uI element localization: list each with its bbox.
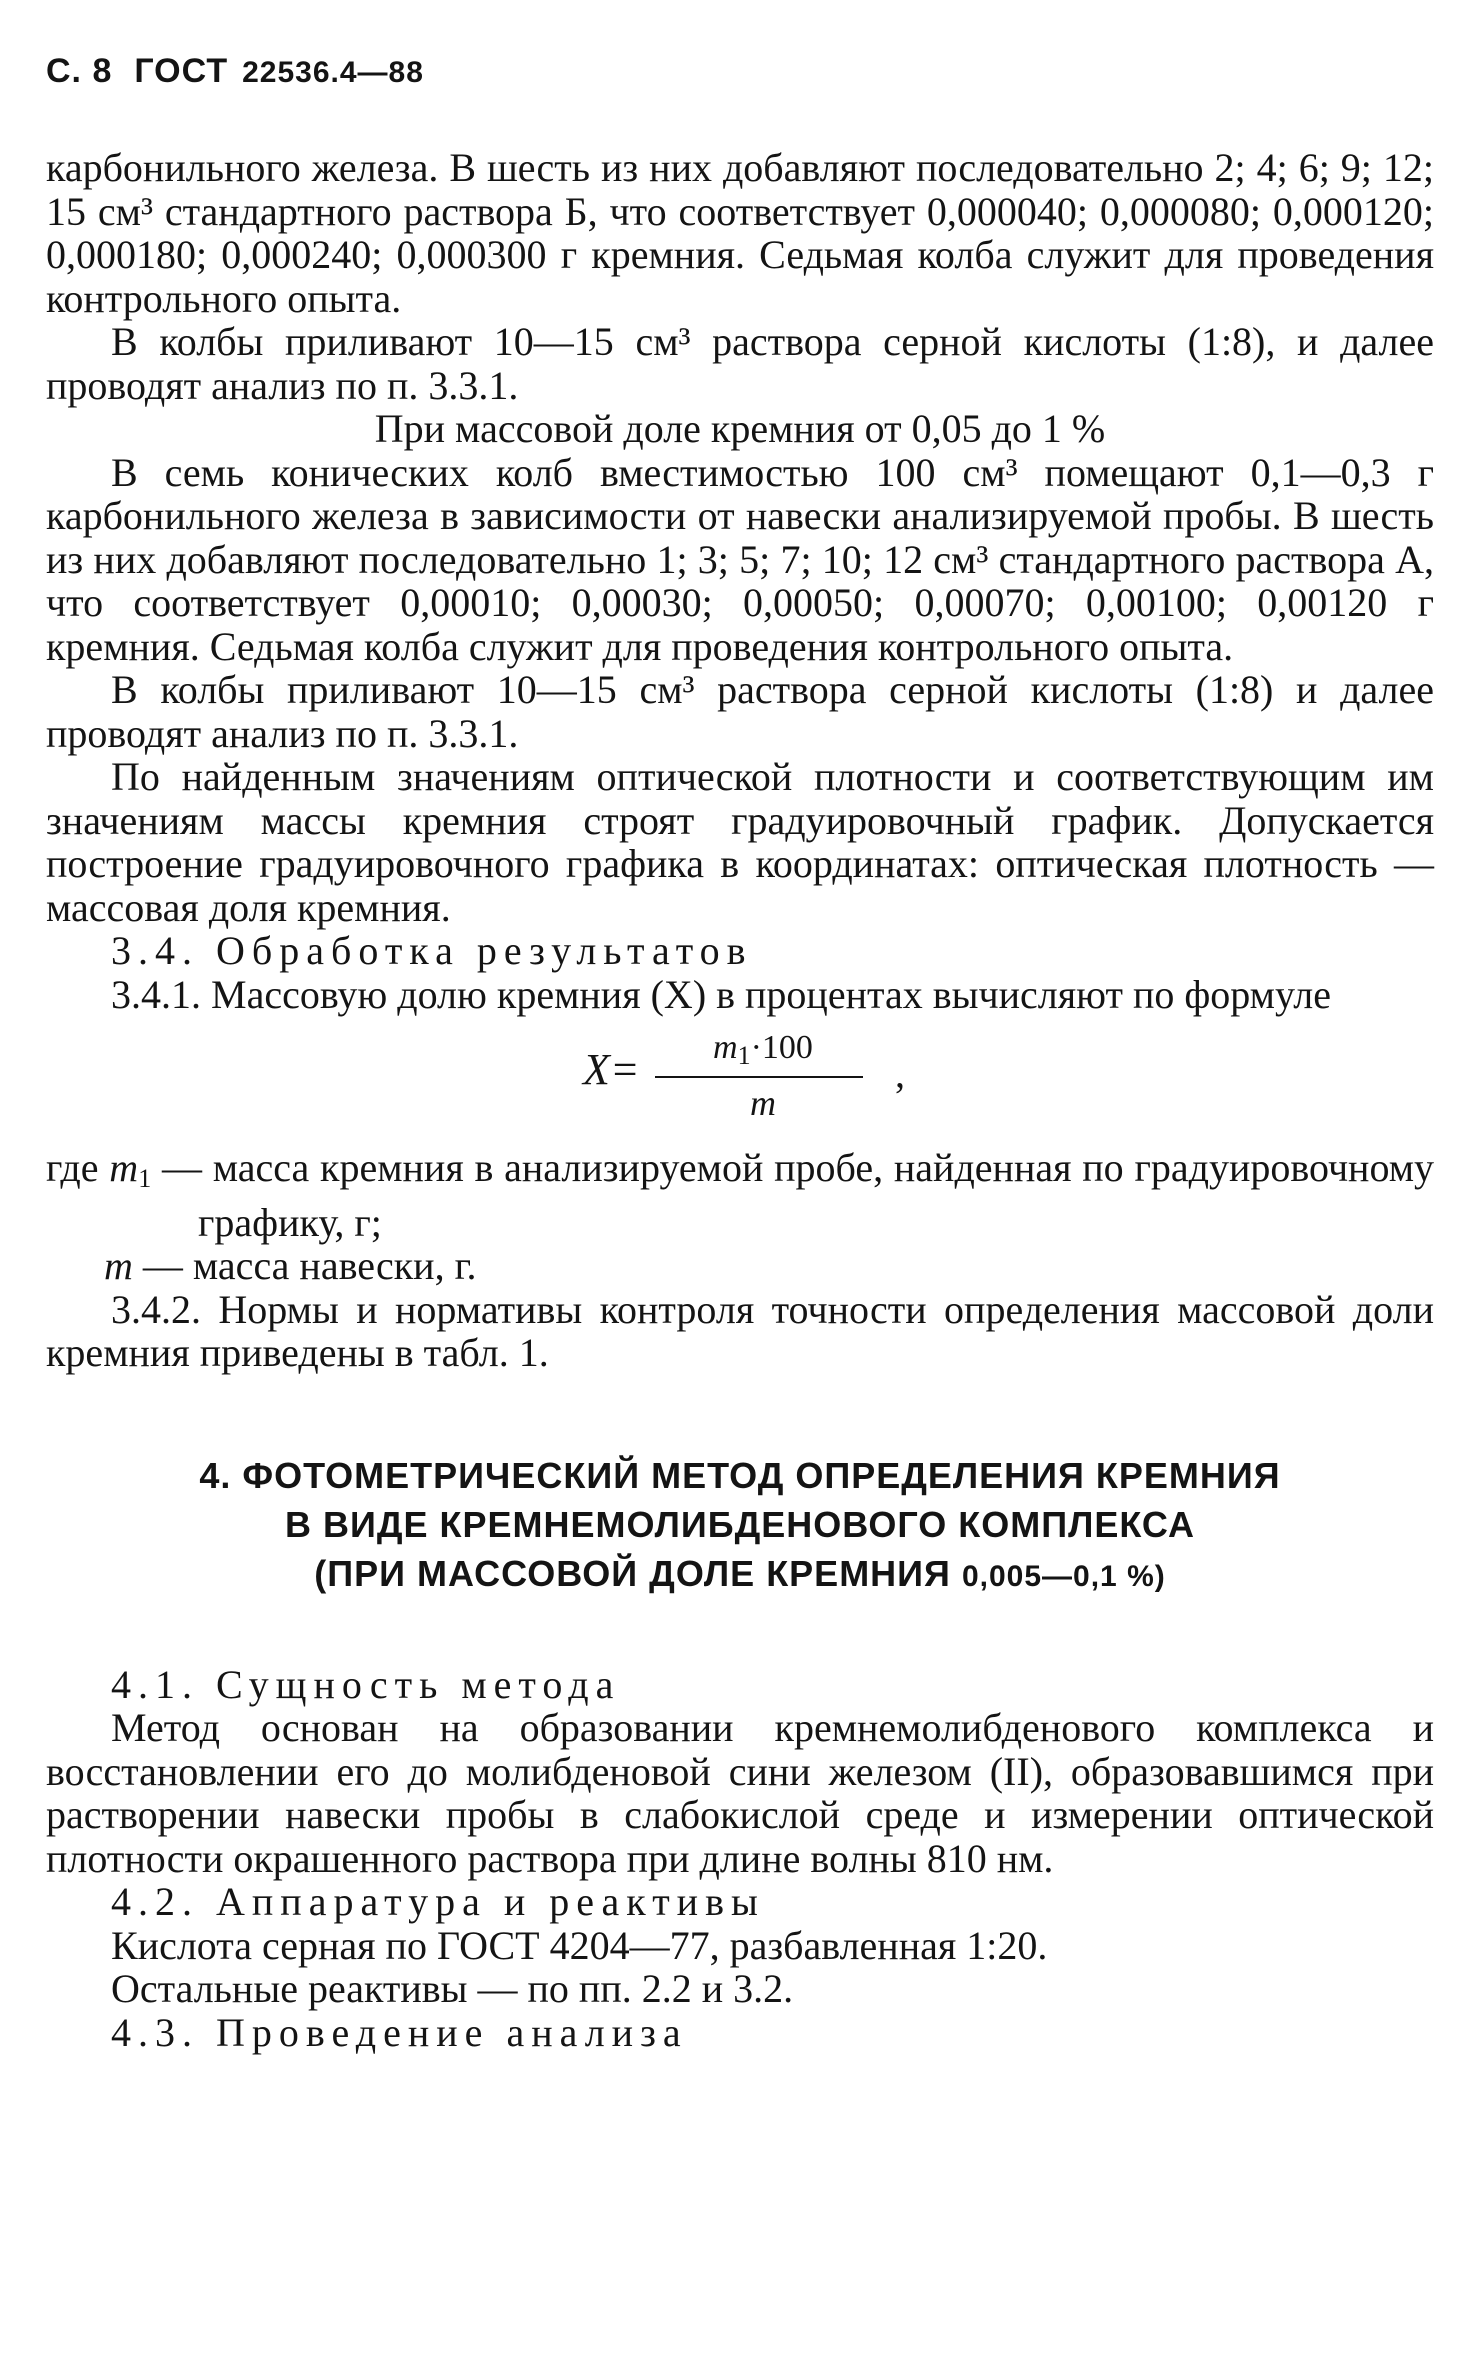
where-m1: где $m_1$ — масса кремния в анализируемой пробе, найденная по градуировочному графику, г; <box>46 1145 1435 1245</box>
paragraph: Кислота серная по ГОСТ 4204—77, разбавленная 1:20. <box>111 1922 1048 1968</box>
page-number: С. 8 <box>46 52 113 90</box>
formula-block <box>46 1016 1434 1146</box>
paragraph: В семь конических колб вместимостью 100 см³ помещают 0,1—0,3 г карбонильного железа в зависимости от навески анализируемой пробы. В шесть из них добавляют последовательно 1; 3; 5; 7; 10; 12 см³ стандартного раствора А, что соответствует 0,00010; 0,00030; 0,00050; 0,00070; 0,00100; 0,00120 г кремния. Седьмая колба служит для проведения контрольного опыта. <box>46 449 1434 669</box>
standard-number: 22536.4—88 <box>242 56 424 89</box>
paragraph: Метод основан на образовании кремнемолибденового комплекса и восстановлении его до молибденовой сини железом (II), образовавшимся при растворении навески пробы в слабокислой среде и измерении оптической плотности окрашенного раствора при длине волны 810 нм. <box>46 1705 1434 1881</box>
body-text <box>46 146 1434 2054</box>
paragraph: 3.4.1. Массовую долю кремния (X) в процентах вычисляют по формуле <box>111 971 1331 1017</box>
page-header <box>46 52 424 91</box>
subheading: При массовой доле кремния от 0,05 до 1 % <box>374 406 1106 451</box>
formula-lhs: X= <box>583 1045 640 1094</box>
paragraph: 3.4.2. Нормы и нормативы контроля точности определения массовой доли кремния приведены в табл. 1. <box>46 1286 1434 1375</box>
formula-comma: , <box>895 1051 905 1096</box>
standard-name: ГОСТ <box>134 52 229 90</box>
formula-numerator: $m_1\cdot 100$ <box>713 1029 813 1070</box>
paragraph: В колбы приливают 10—15 см³ раствора серной кислоты (1:8) и далее проводят анализ по п. 3.3.1. <box>46 667 1434 756</box>
formula-denominator: m <box>750 1083 776 1123</box>
paragraph: В колбы приливают 10—15 см³ раствора серной кислоты (1:8), и далее проводят анализ по п. 3.3.1. <box>46 319 1434 408</box>
section-heading: 4.3. Проведение анализа <box>111 2009 688 2055</box>
section-4-title: 4. ФОТОМЕТРИЧЕСКИЙ МЕТОД ОПРЕДЕЛЕНИЯ КРЕМНИЯ В ВИДЕ КРЕМНЕМОЛИБДЕНОВОГО КОМПЛЕКСА (ПРИ МАССОВОЙ ДОЛЕ КРЕМНИЯ 0,005—0,1 %) <box>199 1454 1281 1594</box>
section-heading: 3.4. Обработка результатов <box>111 928 753 973</box>
paragraph: По найденным значениям оптической плотности и соответствующим им значениям массы кремния строят градуировочный график. Допускается построение градуировочного графика в координатах: оптическая плотность — массовая доля кремния. <box>46 754 1434 930</box>
paragraph: Остальные реактивы — по пп. 2.2 и 3.2. <box>111 1966 794 2011</box>
where-m: m — масса навески, г. <box>104 1243 477 1288</box>
section-heading: 4.2. Аппаратура и реактивы <box>111 1879 765 1924</box>
section-heading: 4.1. Сущность метода <box>111 1661 621 1707</box>
fraction-bar <box>655 1076 863 1078</box>
paragraph: карбонильного железа. В шесть из них добавляют последовательно 2; 4; 6; 9; 12; 15 см³ стандартного раствора Б, что соответствует 0,000040; 0,000080; 0,000120; 0,000180; 0,000240; 0,000300 г кремния. Седьмая колба служит для проведения контрольного опыта. <box>46 145 1434 321</box>
formula <box>583 1029 913 1123</box>
